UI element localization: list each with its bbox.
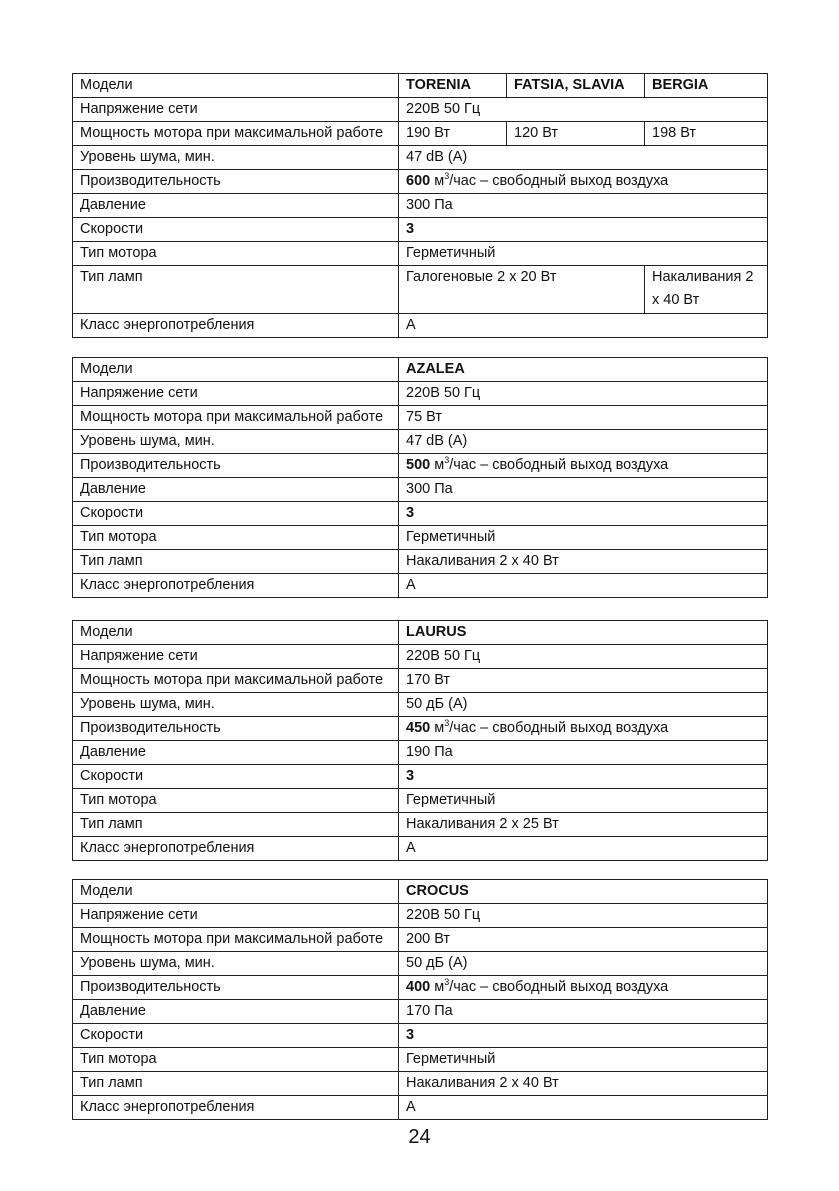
model-name: FATSIA, SLAVIA — [507, 74, 645, 98]
label-noise: Уровень шума, мин. — [73, 146, 399, 170]
row-lamps — [73, 266, 768, 314]
capacity-text: /час – свободный выход воздуха — [449, 173, 669, 189]
value-noise: 47 dB (A) — [399, 430, 768, 454]
label-power: Мощность мотора при максимальной работе — [73, 669, 399, 693]
value-energy: A — [399, 574, 768, 598]
label-capacity: Производительность — [73, 170, 399, 194]
value-capacity — [399, 170, 768, 194]
label-noise: Уровень шума, мин. — [73, 430, 399, 454]
row-models — [73, 74, 768, 98]
row-pressure — [73, 194, 768, 218]
label-speeds: Скорости — [73, 502, 399, 526]
row-models — [73, 358, 768, 382]
label-capacity: Производительность — [73, 976, 399, 1000]
value-noise: 50 дБ (А) — [399, 693, 768, 717]
value-noise: 50 дБ (А) — [399, 952, 768, 976]
label-speeds: Скорости — [73, 218, 399, 242]
row-lamps — [73, 813, 768, 837]
spec-table-torenia — [72, 73, 768, 338]
label-lamps: Тип ламп — [73, 813, 399, 837]
label-noise: Уровень шума, мин. — [73, 952, 399, 976]
value-pressure: 300 Па — [399, 478, 768, 502]
capacity-number: 600 — [406, 173, 431, 189]
row-pressure — [73, 1000, 768, 1024]
label-motor: Тип мотора — [73, 242, 399, 266]
label-models: Модели — [73, 621, 399, 645]
value-power: 75 Вт — [399, 406, 768, 430]
row-motor — [73, 1048, 768, 1072]
row-voltage — [73, 382, 768, 406]
label-voltage: Напряжение сети — [73, 98, 399, 122]
model-name: CROCUS — [399, 880, 768, 904]
label-models: Модели — [73, 880, 399, 904]
label-power: Мощность мотора при максимальной работе — [73, 406, 399, 430]
row-pressure — [73, 741, 768, 765]
label-speeds: Скорости — [73, 1024, 399, 1048]
label-power: Мощность мотора при максимальной работе — [73, 122, 399, 146]
value-voltage: 220В 50 Гц — [399, 904, 768, 928]
value-voltage: 220В 50 Гц — [399, 98, 768, 122]
value-energy: A — [399, 1096, 768, 1120]
label-models: Модели — [73, 358, 399, 382]
value-lamps-alt: Накаливания 2 х 40 Вт — [645, 266, 768, 314]
value-power: 120 Вт — [507, 122, 645, 146]
value-lamps: Галогеновые 2 х 20 Вт — [399, 266, 645, 314]
value-pressure: 300 Па — [399, 194, 768, 218]
label-lamps: Тип ламп — [73, 1072, 399, 1096]
row-voltage — [73, 645, 768, 669]
row-voltage — [73, 98, 768, 122]
value-power: 198 Вт — [645, 122, 768, 146]
row-motor — [73, 242, 768, 266]
spec-table-crocus — [72, 879, 768, 1120]
row-noise — [73, 952, 768, 976]
value-power: 200 Вт — [399, 928, 768, 952]
row-power — [73, 406, 768, 430]
model-name: BERGIA — [645, 74, 768, 98]
label-lamps: Тип ламп — [73, 266, 399, 314]
value-capacity — [399, 717, 768, 741]
capacity-text: /час – свободный выход воздуха — [449, 457, 669, 473]
label-voltage: Напряжение сети — [73, 645, 399, 669]
row-speeds — [73, 502, 768, 526]
label-models: Модели — [73, 74, 399, 98]
model-name: LAURUS — [399, 621, 768, 645]
spec-table-azalea — [72, 357, 768, 598]
value-capacity — [399, 976, 768, 1000]
row-motor — [73, 526, 768, 550]
capacity-unit: м — [434, 979, 445, 995]
row-noise — [73, 693, 768, 717]
label-lamps: Тип ламп — [73, 550, 399, 574]
row-voltage — [73, 904, 768, 928]
spec-table-laurus — [72, 620, 768, 861]
row-noise — [73, 146, 768, 170]
label-motor: Тип мотора — [73, 789, 399, 813]
label-energy: Класс энергопотребления — [73, 574, 399, 598]
row-power — [73, 122, 768, 146]
value-energy: A — [399, 837, 768, 861]
row-models — [73, 880, 768, 904]
label-pressure: Давление — [73, 194, 399, 218]
label-energy: Класс энергопотребления — [73, 314, 399, 338]
capacity-number: 400 — [406, 979, 431, 995]
row-capacity — [73, 976, 768, 1000]
capacity-unit: м — [434, 457, 445, 473]
value-lamps: Накаливания 2 х 40 Вт — [399, 1072, 768, 1096]
value-voltage: 220В 50 Гц — [399, 382, 768, 406]
row-motor — [73, 789, 768, 813]
value-speeds: 3 — [399, 765, 768, 789]
value-speeds: 3 — [399, 502, 768, 526]
value-motor: Герметичный — [399, 789, 768, 813]
row-noise — [73, 430, 768, 454]
row-models — [73, 621, 768, 645]
label-capacity: Производительность — [73, 454, 399, 478]
label-energy: Класс энергопотребления — [73, 837, 399, 861]
value-speeds: 3 — [399, 218, 768, 242]
row-capacity — [73, 170, 768, 194]
value-lamps: Накаливания 2 х 25 Вт — [399, 813, 768, 837]
value-energy: A — [399, 314, 768, 338]
capacity-number: 500 — [406, 457, 431, 473]
capacity-unit: м — [434, 720, 445, 736]
label-energy: Класс энергопотребления — [73, 1096, 399, 1120]
label-pressure: Давление — [73, 478, 399, 502]
label-motor: Тип мотора — [73, 1048, 399, 1072]
row-energy — [73, 1096, 768, 1120]
capacity-unit: м — [434, 173, 445, 189]
row-speeds — [73, 1024, 768, 1048]
label-voltage: Напряжение сети — [73, 904, 399, 928]
model-name: AZALEA — [399, 358, 768, 382]
value-voltage: 220В 50 Гц — [399, 645, 768, 669]
value-pressure: 190 Па — [399, 741, 768, 765]
row-speeds — [73, 218, 768, 242]
capacity-text: /час – свободный выход воздуха — [449, 979, 669, 995]
label-capacity: Производительность — [73, 717, 399, 741]
label-motor: Тип мотора — [73, 526, 399, 550]
page-number: 24 — [408, 1126, 431, 1148]
row-power — [73, 928, 768, 952]
value-power: 170 Вт — [399, 669, 768, 693]
value-motor: Герметичный — [399, 242, 768, 266]
label-power: Мощность мотора при максимальной работе — [73, 928, 399, 952]
row-lamps — [73, 1072, 768, 1096]
value-noise: 47 dB (A) — [399, 146, 768, 170]
row-energy — [73, 574, 768, 598]
label-voltage: Напряжение сети — [73, 382, 399, 406]
label-speeds: Скорости — [73, 765, 399, 789]
row-capacity — [73, 717, 768, 741]
row-energy — [73, 837, 768, 861]
label-pressure: Давление — [73, 741, 399, 765]
capacity-number: 450 — [406, 720, 431, 736]
row-power — [73, 669, 768, 693]
value-pressure: 170 Па — [399, 1000, 768, 1024]
capacity-sup: 3 — [444, 718, 450, 729]
model-name: TORENIA — [399, 74, 507, 98]
value-power: 190 Вт — [399, 122, 507, 146]
capacity-sup: 3 — [444, 171, 450, 182]
row-energy — [73, 314, 768, 338]
value-motor: Герметичный — [399, 526, 768, 550]
row-pressure — [73, 478, 768, 502]
label-pressure: Давление — [73, 1000, 399, 1024]
value-motor: Герметичный — [399, 1048, 768, 1072]
capacity-text: /час – свободный выход воздуха — [449, 720, 669, 736]
capacity-sup: 3 — [444, 977, 450, 988]
row-speeds — [73, 765, 768, 789]
label-noise: Уровень шума, мин. — [73, 693, 399, 717]
value-lamps: Накаливания 2 х 40 Вт — [399, 550, 768, 574]
capacity-sup: 3 — [444, 455, 450, 466]
value-capacity — [399, 454, 768, 478]
row-lamps — [73, 550, 768, 574]
row-capacity — [73, 454, 768, 478]
value-speeds: 3 — [399, 1024, 768, 1048]
